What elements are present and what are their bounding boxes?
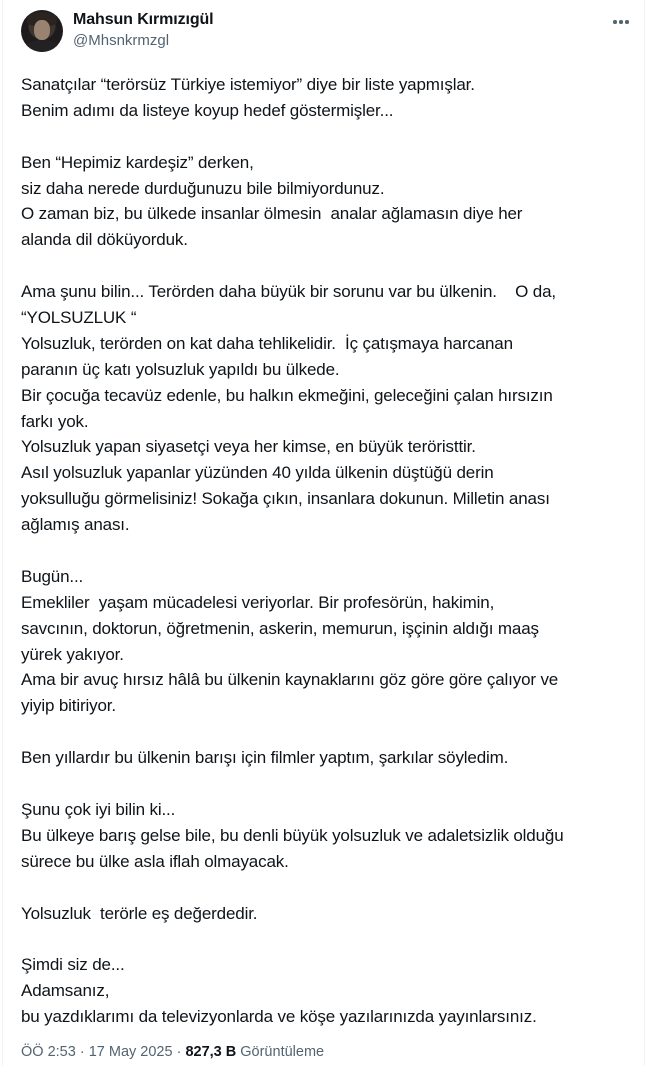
tweet-line: farkı yok.	[21, 411, 89, 431]
tweet-line: Yolsuzluk terörle eş değerdedir.	[21, 903, 258, 923]
tweet-line: Ben yıllardır bu ülkenin barışı için filmler yaptım, şarkılar söyledim.	[21, 748, 509, 768]
tweet-line	[21, 926, 636, 952]
tweet-line: Şunu çok iyi bilin ki...	[21, 799, 176, 819]
tweet-line: “YOLSUZLUK “	[21, 308, 137, 328]
avatar-shoulders	[23, 40, 61, 52]
tweet-line: Benim adımı da listeye koyup hedef göstermişler...	[21, 100, 394, 120]
tweet-line: paranın üç katı yolsuzluk yapıldı bu ülkede.	[21, 359, 340, 379]
tweet-line: yoksulluğu görmelisiniz! Sokağa çıkın, insanlara dokunun. Milletin anası	[21, 489, 550, 509]
tweet-line	[21, 253, 636, 279]
tweet-line: Bu ülkeye barış gelse bile, bu denli büyük yolsuzluk ve adaletsizlik olduğu	[21, 825, 564, 845]
tweet-line	[21, 538, 636, 564]
tweet-line: Ben “Hepimiz kardeşiz” derken,	[21, 152, 254, 172]
tweet-date[interactable]: 17 May 2025	[88, 1044, 173, 1060]
tweet-line: alanda dil döküyorduk.	[21, 230, 188, 250]
author-handle[interactable]: @Mhsnkrmzgl	[73, 32, 170, 49]
tweet-line: siz daha nerede durduğunuzu bile bilmiyordunuz.	[21, 178, 385, 198]
tweet-line: Emekliler yaşam mücadelesi veriyorlar. Bir profesörün, hakimin,	[21, 592, 495, 612]
tweet-line: Bir çocuğa tecavüz edenle, bu halkın ekmeğini, geleceğini çalan hırsızın	[21, 385, 553, 405]
views-label[interactable]: Görüntüleme	[236, 1044, 325, 1060]
tweet-line: Yolsuzluk yapan siyasetçi veya her kimse, en büyük teröristtir.	[21, 437, 476, 457]
tweet-line: O zaman biz, bu ülkede insanlar ölmesin analar ağlamasın diye her	[21, 204, 523, 224]
tweet-line: yiyip bitiriyor.	[21, 696, 116, 716]
tweet-line: Ama bir avuç hırsız hâlâ bu ülkenin kaynaklarını göz göre göre çalıyor ve	[21, 670, 559, 690]
more-options-button[interactable]	[606, 12, 636, 32]
avatar[interactable]	[21, 10, 63, 52]
author-display-name[interactable]: Mahsun Kırmızıgül	[73, 11, 214, 28]
tweet-line: Sanatçılar “terörsüz Türkiye istemiyor” diye bir liste yapmışlar.	[21, 75, 475, 94]
tweet-line	[21, 719, 636, 745]
tweet-line: Şimdi siz de...	[21, 955, 125, 975]
meta-separator: ·	[172, 1044, 186, 1060]
tweet-line: savcının, doktorun, öğretmenin, askerin, memurun, işçinin aldığı maaş	[21, 618, 539, 638]
tweet-line: sürece bu ülke asla iflah olmayacak.	[21, 851, 289, 871]
tweet-line: Adamsanız,	[21, 981, 110, 1001]
more-options-icon	[619, 20, 623, 24]
tweet-line: ağlamış anası.	[21, 515, 130, 535]
tweet-line: Ama şunu bilin... Terörden daha büyük bir sorunu var bu ülkenin. O da,	[21, 282, 556, 302]
tweet-time[interactable]: ÖÖ 2:53	[21, 1044, 76, 1060]
avatar-face	[34, 20, 50, 40]
more-options-icon	[613, 20, 617, 24]
meta-separator: ·	[75, 1044, 89, 1060]
tweet-meta	[21, 1044, 324, 1060]
tweet-line	[21, 771, 636, 797]
tweet-line: bu yazdıklarımı da televizyonlarda ve köşe yazılarınızda yayınlarsınız.	[21, 1007, 537, 1027]
tweet-text	[21, 72, 636, 1030]
tweet-card	[2, 0, 645, 1066]
tweet-line: yürek yakıyor.	[21, 644, 124, 664]
tweet-line: Asıl yolsuzluk yapanlar yüzünden 40 yılda ülkenin düştüğü derin	[21, 463, 494, 483]
views-count[interactable]: 827,3 B	[185, 1044, 237, 1060]
tweet-line	[21, 124, 636, 150]
tweet-line: Bugün...	[21, 566, 84, 586]
tweet-line	[21, 875, 636, 901]
tweet-line: Yolsuzluk, terörden on kat daha tehlikelidir. İç çatışmaya harcanan	[21, 333, 513, 353]
more-options-icon	[625, 20, 629, 24]
